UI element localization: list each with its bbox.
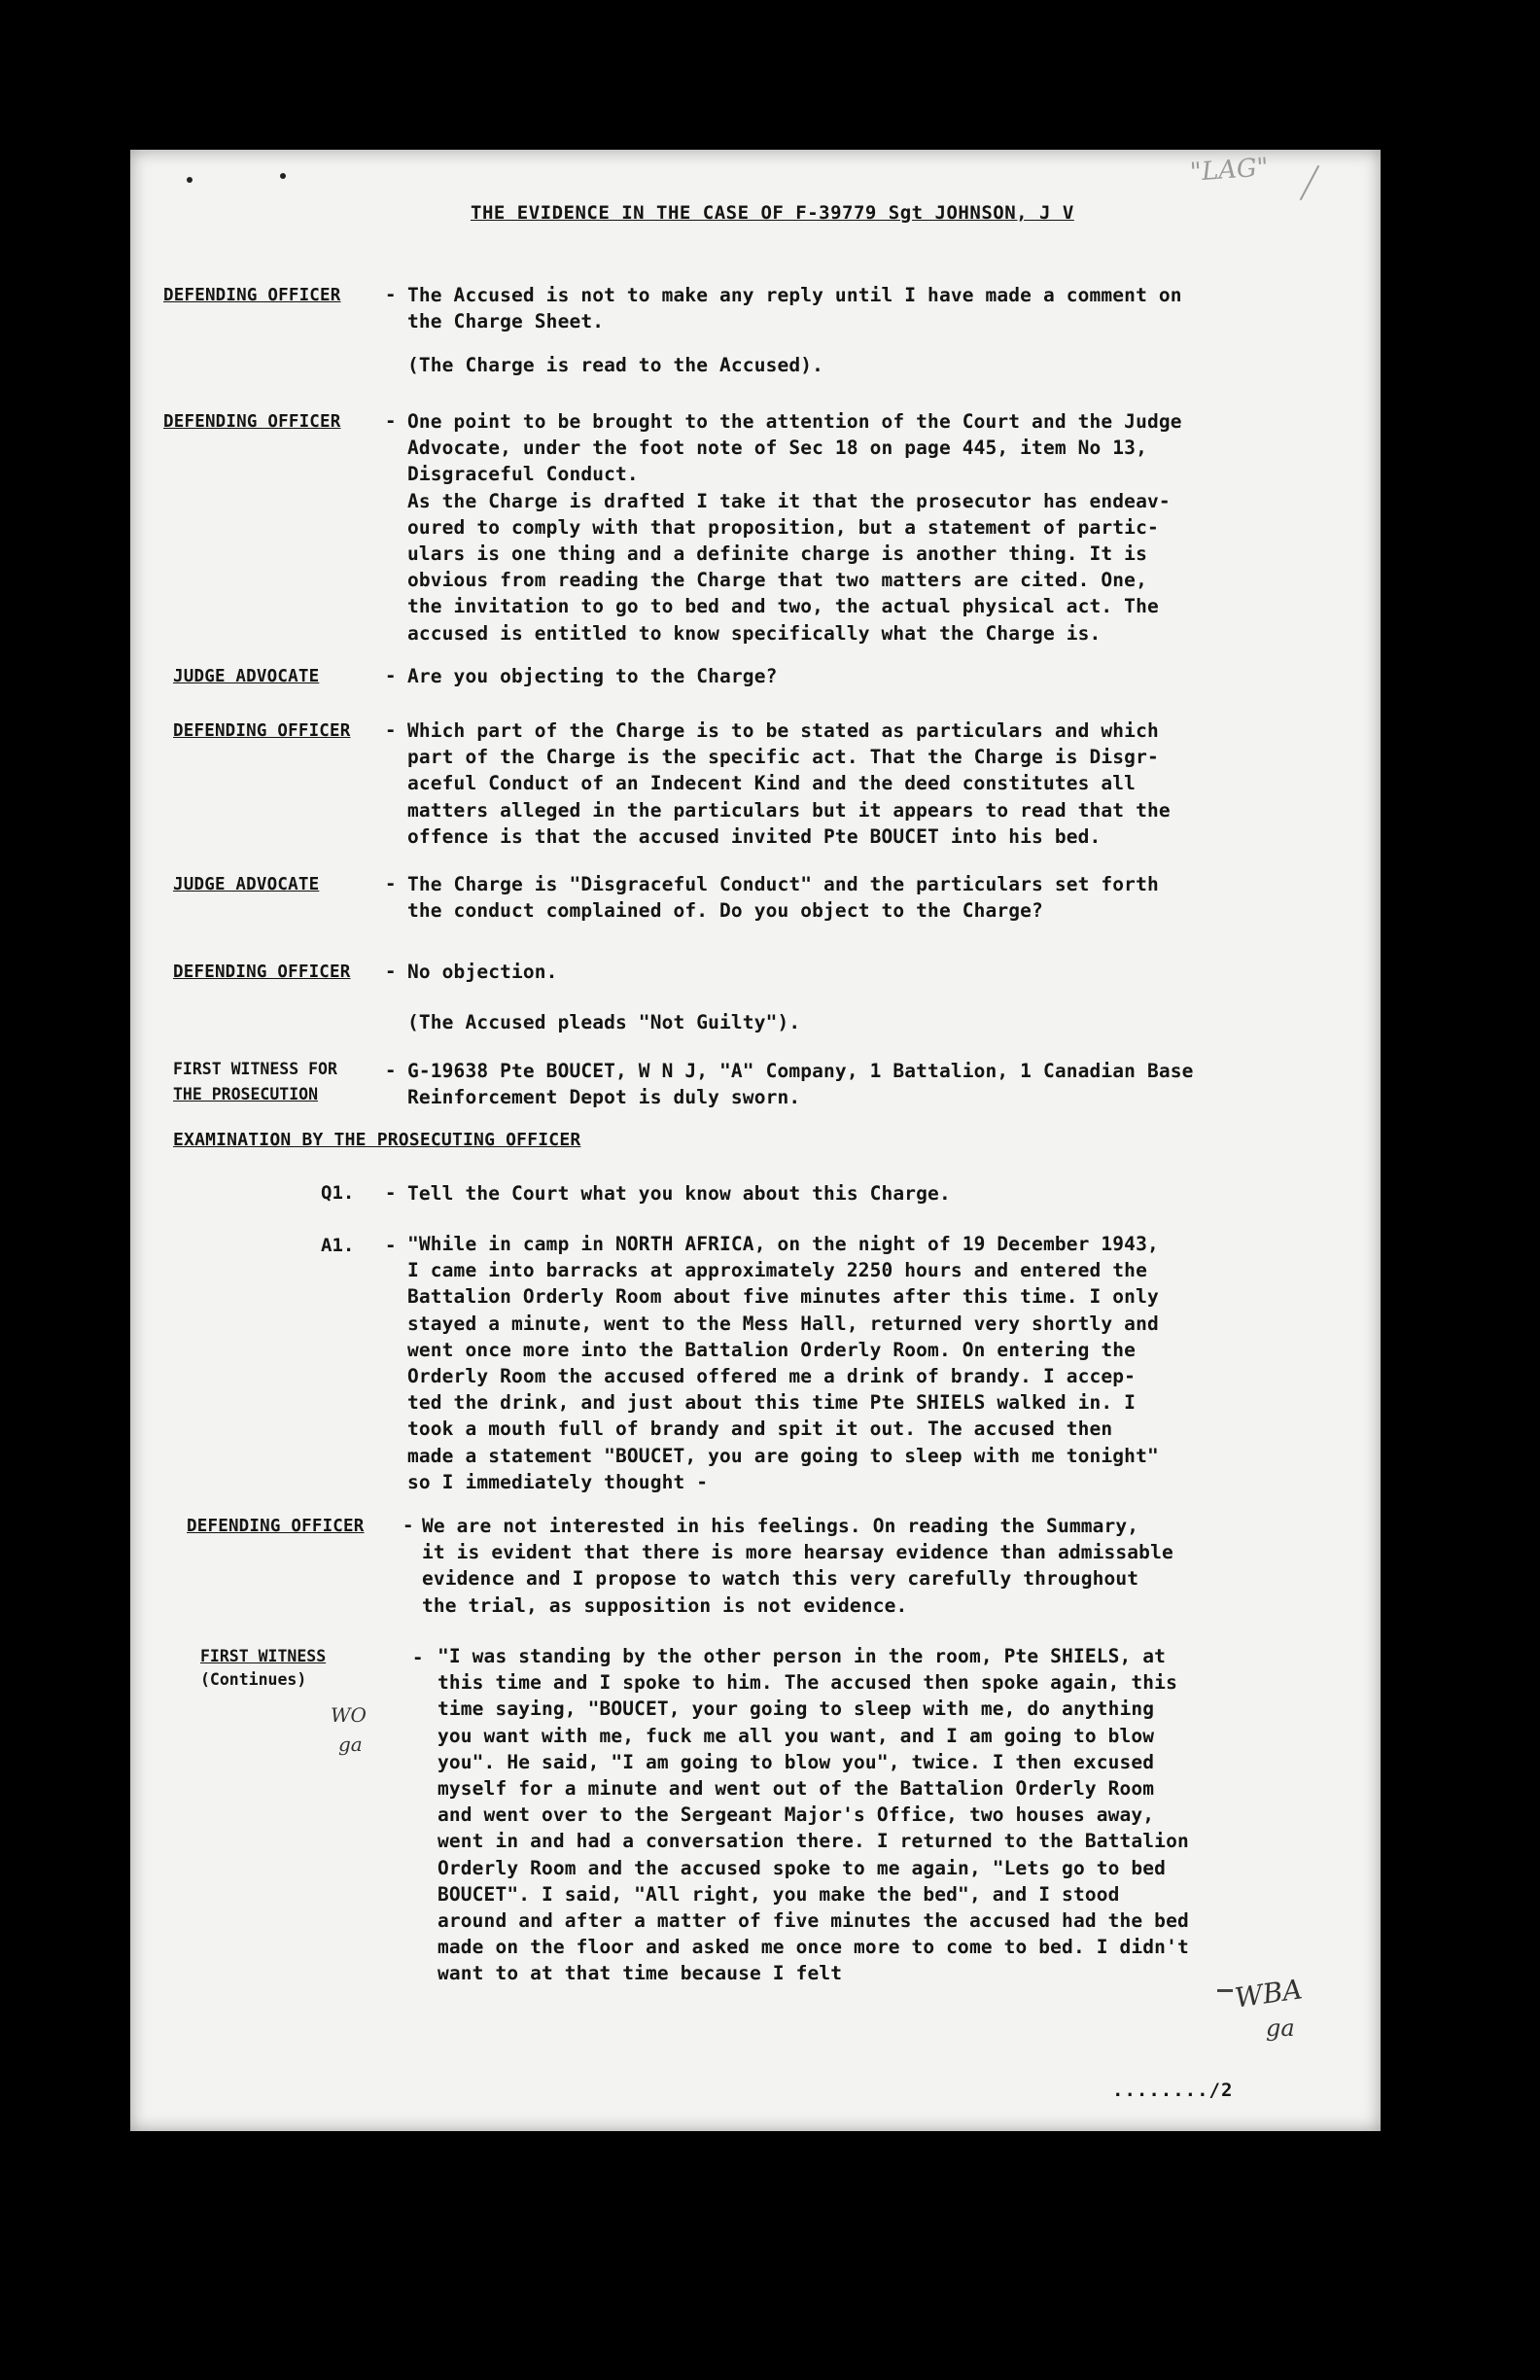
- speech-block: One point to be brought to the attention of the Court and the Judge Advocate, under the foot note of Sec 18 on page 445, item No 13, Disgraceful Conduct. As the Charge is drafted I take it that the prosecutor has endeav- oured to comply with that proposition, but a statement of partic- ulars is one thing and a definite charge is another thing. It is obvious from reading the Charge that two matters are cited. One, the invitation to go to bed and two, the actual physical act. The accused is entitled to know specifically what the Charge is.: [407, 410, 1182, 645]
- speech-block: Are you objecting to the Charge?: [407, 665, 778, 687]
- speaker-label: DEFENDING OFFICER: [173, 962, 351, 982]
- speaker-label: FIRST WITNESS FOR: [173, 1060, 337, 1078]
- ink-speck: [280, 173, 286, 179]
- speaker-dash: -: [385, 1182, 397, 1204]
- speech-block: No objection.: [407, 961, 558, 983]
- speaker-label: DEFENDING OFFICER: [163, 412, 341, 432]
- speaker-label-line2: THE PROSECUTION: [173, 1085, 319, 1103]
- question-text: Tell the Court what you know about this Charge.: [407, 1182, 951, 1205]
- handwritten-initials: WO: [331, 1703, 367, 1727]
- speaker-dash: -: [412, 1647, 424, 1668]
- speaker-label: FIRST WITNESS: [200, 1647, 327, 1665]
- corner-annotation: "LAG": [1189, 153, 1270, 188]
- document-title: THE EVIDENCE IN THE CASE OF F-39779 Sgt JOHNSON, J V: [471, 202, 1074, 224]
- corner-pen-stroke: [1300, 165, 1320, 200]
- speech-block: "I was standing by the other person in the room, Pte SHIELS, at this time and I spoke to him. The accused then spoke again, this time saying, "BOUCET, your going to sleep with me, do anything you want with me, fuck me all you want, and I am going to blow you". He said, "I am going to blow you", twice. I then excused myself for a minute and went out of the Battalion Orderly Room and went over to the Sergeant Major's Office, two houses away, went in and had a conversation there. I returned to the Battalion Orderly Room and the accused spoke to me again, "Lets go to bed BOUCET". I said, "All right, you make the bed", and I stood around and after a matter of five minutes the accused had the bed made on the floor and asked me once more to come to bed. I didn't want to at that time because I felt: [438, 1645, 1189, 1985]
- answer-label: A1.: [321, 1235, 355, 1256]
- document-page: [130, 150, 1381, 2131]
- speech-block: G-19638 Pte BOUCET, W N J, "A" Company, 1 Battalion, 1 Canadian Base Reinforcement Depot is duly sworn.: [407, 1060, 1194, 1109]
- speaker-dash: -: [385, 961, 397, 982]
- speech-block: The Accused is not to make any reply until I have made a comment on the Charge Sheet.: [407, 284, 1182, 333]
- speech-block: The Charge is "Disgraceful Conduct" and the particulars set forth the conduct complained of. Do you object to the Charge?: [407, 873, 1159, 923]
- speaker-dash: -: [385, 873, 397, 894]
- question-label: Q1.: [321, 1182, 355, 1204]
- speaker-dash: -: [385, 719, 397, 741]
- speaker-label: DEFENDING OFFICER: [163, 286, 341, 305]
- speaker-dash: -: [385, 1235, 397, 1256]
- speaker-dash: -: [385, 410, 397, 432]
- speaker-dash: -: [385, 1060, 397, 1081]
- stage-direction: (The Charge is read to the Accused).: [407, 354, 824, 376]
- stage-direction: (The Accused pleads "Not Guilty").: [407, 1011, 801, 1033]
- speaker-dash: -: [402, 1515, 414, 1536]
- speaker-label-line2: (Continues): [200, 1670, 307, 1689]
- speaker-dash: -: [385, 284, 397, 305]
- speech-block: Which part of the Charge is to be stated as particulars and which part of the Charge is the specific act. That the Charge is Disgr- aceful Conduct of an Indecent Kind and the deed constitutes all matters alleged in the particulars but it appears to read that the offence is that the accused invited Pte BOUCET into his bed.: [407, 719, 1171, 848]
- pen-dash: [1217, 1989, 1233, 1992]
- handwritten-initials: ga: [338, 1732, 363, 1756]
- examination-heading: EXAMINATION BY THE PROSECUTING OFFICER: [173, 1130, 581, 1150]
- speaker-label: DEFENDING OFFICER: [187, 1517, 365, 1536]
- page-continuation: ......../2: [1112, 2080, 1234, 2101]
- answer-text: "While in camp in NORTH AFRICA, on the night of 19 December 1943, I came into barracks at approximately 2250 hours and entered the Battalion Orderly Room about five minutes after this time. I only stayed a minute, went to the Mess Hall, returned very shortly and went once more into the Battalion Orderly Room. On entering the Orderly Room the accused offered me a drink of brandy. I accep- ted the drink, and just about this time Pte SHIELS walked in. I took a mouth full of brandy and spit it out. The accused then made a statement "BOUCET, you are going to sleep with me tonight" so I immediately thought -: [407, 1233, 1159, 1493]
- speaker-dash: -: [385, 665, 397, 686]
- speaker-label: JUDGE ADVOCATE: [173, 875, 320, 894]
- ink-speck: [187, 177, 192, 183]
- speaker-label: DEFENDING OFFICER: [173, 721, 351, 741]
- handwritten-initials: WBA: [1233, 1973, 1305, 2014]
- handwritten-initials: ga: [1266, 2014, 1295, 2042]
- speech-block: We are not interested in his feelings. On reading the Summary, it is evident that there is more hearsay evidence than admissable evidence and I propose to watch this very carefully throughout the trial, as supposition is not evidence.: [422, 1515, 1173, 1617]
- speaker-label: JUDGE ADVOCATE: [173, 667, 320, 686]
